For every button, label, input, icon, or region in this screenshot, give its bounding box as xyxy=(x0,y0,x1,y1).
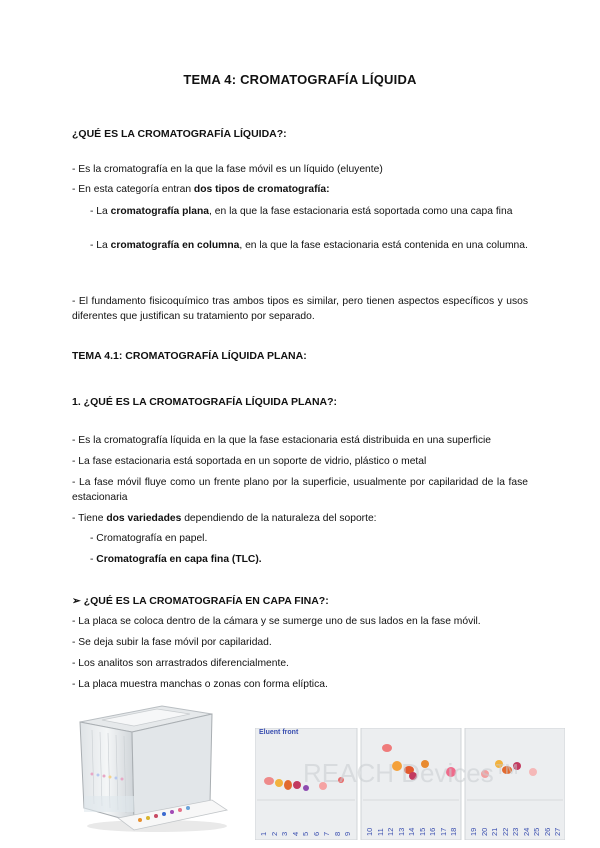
paragraph: - Es la cromatografía en la que la fase móvil es un líquido (eluyente) xyxy=(72,164,383,175)
lane-number: 4 xyxy=(290,831,300,836)
lane-number: 23 xyxy=(511,827,520,836)
lane-number: 6 xyxy=(311,831,321,836)
paragraph: - En esta categoría entran dos tipos de cromatografía: xyxy=(72,184,330,195)
lane-number: 18 xyxy=(449,827,458,836)
watermark: REACH Devices™ xyxy=(303,758,520,788)
tlc-plates-photo xyxy=(255,728,565,840)
section-heading-liquid-chromatography: ¿QUÉ ES LA CROMATOGRAFÍA LÍQUIDA?: xyxy=(72,128,287,140)
paragraph: - Tiene dos variedades dependiendo de la naturaleza del soporte: xyxy=(72,513,377,524)
lane-number: 1 xyxy=(259,831,268,836)
lane-number: 19 xyxy=(469,827,478,836)
lane-number: 16 xyxy=(428,827,437,836)
lane-number: 7 xyxy=(322,831,331,836)
paragraph: - La cromatografía en columna, en la que la fase estacionaria está contenida en una columna. xyxy=(90,240,528,251)
paragraph: - La placa muestra manchas o zonas con forma elíptica. xyxy=(72,679,328,690)
lane-number: 22 xyxy=(500,827,510,836)
paragraph: - Es la cromatografía líquida en la que la fase estacionaria está distribuida en una superficie xyxy=(72,435,491,446)
lane-number: 20 xyxy=(479,827,489,836)
document-title: TEMA 4: CROMATOGRAFÍA LÍQUIDA xyxy=(183,72,417,87)
paragraph: - Se deja subir la fase móvil por capilaridad. xyxy=(72,637,272,648)
lane-number: 15 xyxy=(417,827,427,836)
lane-number: 3 xyxy=(280,831,289,836)
lane-number: 26 xyxy=(542,827,552,836)
lane-number: 5 xyxy=(301,831,310,836)
paragraph: - Los analitos son arrastrados diferencialmente. xyxy=(72,658,289,669)
lane-number: 11 xyxy=(375,828,385,836)
paragraph: - La cromatografía plana, en la que la fase estacionaria está soportada como una capa fina xyxy=(90,206,513,217)
subsection-heading-planar: 1. ¿QUÉ ES LA CROMATOGRAFÍA LÍQUIDA PLANA?: xyxy=(72,396,338,408)
lane-number: 12 xyxy=(386,827,395,836)
paragraph: - La fase móvil fluye como un frente plano por la superficie, usualmente por capilaridad de la fase estacionaria xyxy=(72,477,528,503)
tlc-chamber-photo xyxy=(62,700,232,835)
lane-number: 8 xyxy=(332,831,342,836)
lane-number: 2 xyxy=(269,831,279,836)
list-item: - Cromatografía en capa fina (TLC). xyxy=(90,554,262,565)
lane-number: 14 xyxy=(407,827,416,836)
lane-number: 9 xyxy=(343,831,352,836)
list-item: - Cromatografía en papel. xyxy=(90,533,208,544)
paragraph: - El fundamento fisicoquímico tras ambos tipos es similar, pero tienen aspectos específicos y usos diferentes que justifican su tratamiento por separado. xyxy=(72,296,528,322)
paragraph: - La placa se coloca dentro de la cámara y se sumerge uno de sus lados en la fase móvil. xyxy=(72,616,481,627)
lane-number: 21 xyxy=(490,827,499,836)
lane-number: 13 xyxy=(396,827,406,836)
lane-number: 10 xyxy=(365,827,374,836)
paragraph: - La fase estacionaria está soportada en un soporte de vidrio, plástico o metal xyxy=(72,456,427,467)
lane-number: 27 xyxy=(553,827,562,836)
section-heading-tema-4-1: TEMA 4.1: CROMATOGRAFÍA LÍQUIDA PLANA: xyxy=(72,350,307,362)
lane-numbers xyxy=(255,728,565,840)
lane-number: 25 xyxy=(532,827,541,836)
lane-number: 24 xyxy=(521,827,531,836)
eluent-front-label: Eluent front xyxy=(259,729,299,736)
section-heading-tlc: ➢ ¿QUÉ ES LA CROMATOGRAFÍA EN CAPA FINA?: xyxy=(72,595,329,607)
lane-number: 17 xyxy=(438,827,448,836)
